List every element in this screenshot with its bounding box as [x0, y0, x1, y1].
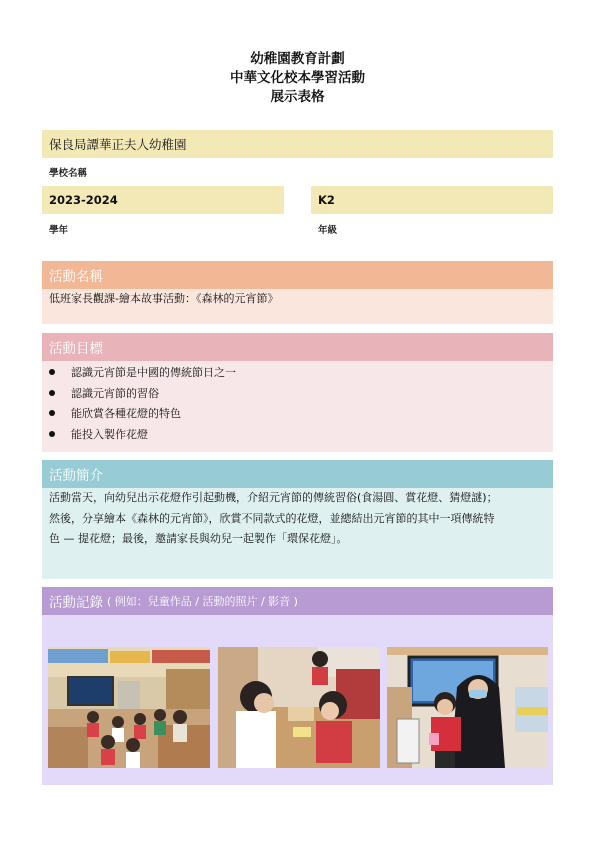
objectives-list — [42, 362, 553, 444]
title-line-3: 展示表格 — [270, 89, 325, 105]
objectives-heading: 活動目標 — [42, 333, 553, 361]
bullet-icon — [49, 431, 55, 437]
grade-value: K2 — [318, 193, 335, 207]
school-year-field — [42, 186, 284, 214]
list-item: 認識元宵節的習俗 — [42, 383, 553, 404]
grade-field — [311, 186, 553, 214]
title-line-1: 幼稚園教育計劃 — [250, 51, 345, 67]
summary-line-3: 色 — 提花燈；最後，邀請家長與幼兒一起製作「環保花燈」。 — [49, 532, 348, 545]
school-year-value: 2023-2024 — [49, 193, 118, 207]
list-item: 能投入製作花燈 — [42, 424, 553, 445]
school-name-label: 學校名稱 — [49, 168, 88, 179]
list-item: 認識元宵節是中國的傳統節日之一 — [42, 362, 553, 383]
document-title — [0, 50, 595, 107]
summary-body — [42, 488, 553, 579]
record-heading: 活動記錄 ( 例如：兒童作品 / 活動的照片 / 影音 ) — [42, 587, 553, 615]
record-note: ( 例如：兒童作品 / 活動的照片 / 影音 ) — [107, 595, 298, 608]
school-name-field — [42, 130, 553, 158]
activity-name-heading: 活動名稱 — [42, 261, 553, 289]
bullet-icon — [49, 390, 55, 396]
school-year-label: 學年 — [49, 225, 69, 236]
summary-heading: 活動簡介 — [42, 460, 553, 488]
bullet-icon — [49, 410, 55, 416]
activity-photo-parent-child — [387, 647, 548, 768]
title-line-2: 中華文化校本學習活動 — [230, 70, 365, 86]
grade-label: 年級 — [318, 225, 338, 236]
bullet-icon — [49, 369, 55, 375]
activity-photo-craft — [218, 647, 380, 768]
school-name-value: 保良局譚華正夫人幼稚園 — [49, 137, 187, 152]
objectives-body — [42, 361, 553, 452]
activity-photo-classroom — [48, 647, 210, 768]
activity-name-value: 低班家長觀課-繪本故事活動：《森林的元宵節》 — [49, 292, 279, 305]
summary-line-1: 活動當天，向幼兒出示花燈作引起動機，介紹元宵節的傳統習俗(食湯圓、賞花燈、猜燈謎)； — [49, 491, 498, 504]
summary-line-2: 然後，分享繪本《森林的元宵節》，欣賞不同款式的花燈，並總結出元宵節的其中一項傳統特 — [49, 511, 495, 525]
activity-name-body — [42, 289, 553, 324]
list-item: 能欣賞各種花燈的特色 — [42, 403, 553, 424]
